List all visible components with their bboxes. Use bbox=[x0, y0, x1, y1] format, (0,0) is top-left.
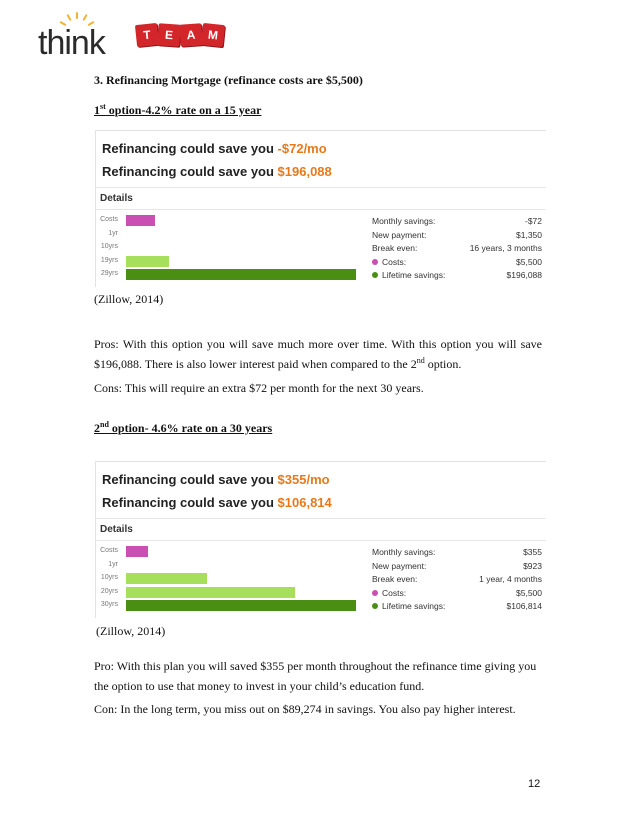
section-heading: 3. Refinancing Mortgage (refinance costs are $5,500) bbox=[94, 73, 363, 87]
savings-line-text: Refinancing could save you bbox=[102, 141, 278, 156]
bar-label: 29yrs bbox=[100, 270, 118, 277]
detail-value: $196,088 bbox=[506, 270, 542, 280]
detail-value: 16 years, 3 months bbox=[469, 243, 542, 253]
bar bbox=[126, 215, 155, 226]
citation: (Zillow, 2014) bbox=[94, 292, 164, 306]
savings-line-text: Refinancing could save you bbox=[102, 472, 278, 487]
legend-dot-icon bbox=[372, 603, 378, 609]
detail-row-label bbox=[372, 574, 417, 584]
panel-divider bbox=[96, 209, 546, 210]
detail-label: Break even: bbox=[372, 574, 418, 584]
think-team-logo bbox=[38, 14, 228, 62]
legend-dot-icon bbox=[372, 259, 378, 265]
detail-label: Costs: bbox=[382, 587, 407, 598]
citation: (Zillow, 2014) bbox=[96, 624, 166, 638]
detail-value: $106,814 bbox=[506, 601, 542, 611]
detail-label: New payment: bbox=[372, 229, 427, 240]
bar-label: 10yrs bbox=[100, 243, 118, 250]
detail-row-label bbox=[372, 561, 426, 571]
pros-text: Pros: With this option you will save much more over time. With this option you will save $196,088. There is also lower interest paid when compared to the 2 bbox=[94, 337, 542, 371]
logo-team-letter: A bbox=[179, 23, 202, 46]
bulb-ray-icon bbox=[66, 14, 71, 21]
detail-row-label bbox=[372, 270, 445, 280]
monthly-savings-line bbox=[102, 141, 327, 156]
option2-heading bbox=[94, 421, 272, 436]
panel-divider bbox=[96, 187, 546, 188]
panel-divider bbox=[96, 540, 546, 541]
logo-team-letter: E bbox=[157, 23, 180, 46]
bar-label: 10yrs bbox=[100, 574, 118, 581]
detail-value: $5,500 bbox=[516, 587, 542, 598]
option2-con: Con: In the long term, you miss out on $89,274 in savings. You also pay higher interest. bbox=[94, 702, 516, 716]
legend-dot-icon bbox=[372, 590, 378, 596]
lifetime-savings-line bbox=[102, 495, 332, 510]
bar bbox=[126, 573, 207, 584]
detail-row-label bbox=[372, 243, 417, 253]
zillow-panel-option1 bbox=[95, 130, 546, 287]
bar-label: 30yrs bbox=[100, 601, 118, 608]
option2-pro: Pro: With this plan you will saved $355 per month throughout the refinance time giving you the option to use that money to invest in your child’s education fund. bbox=[94, 659, 537, 693]
zillow-panel-option2 bbox=[95, 461, 546, 618]
detail-label: Break even: bbox=[372, 243, 418, 253]
detail-row-label bbox=[372, 230, 426, 240]
detail-label: Costs: bbox=[382, 256, 407, 267]
option1-pros bbox=[94, 334, 542, 374]
logo-team-letter: M bbox=[201, 23, 225, 47]
monthly-savings-amount: $355/mo bbox=[277, 472, 330, 487]
detail-label: New payment: bbox=[372, 560, 427, 571]
detail-value: $1,350 bbox=[516, 229, 542, 240]
detail-row-label bbox=[372, 257, 406, 267]
lifetime-savings-line bbox=[102, 164, 332, 179]
option2-heading-rest: option- 4.6% rate on a 30 years bbox=[108, 421, 273, 435]
bar bbox=[126, 546, 148, 557]
option1-cons: Cons: This will require an extra $72 per month for the next 30 years. bbox=[94, 381, 424, 395]
logo-team-letter: T bbox=[135, 23, 159, 47]
detail-value: $355 bbox=[523, 547, 542, 557]
savings-line-text: Refinancing could save you bbox=[102, 495, 278, 510]
logo-think-word: think bbox=[38, 24, 105, 62]
option1-heading-rest: option-4.2% rate on a 15 year bbox=[105, 103, 262, 117]
detail-value: -$72 bbox=[524, 216, 542, 226]
bar bbox=[126, 587, 295, 598]
bar-label: 20yrs bbox=[100, 587, 118, 595]
bar-label: 1yr bbox=[108, 560, 118, 568]
pros-end: option. bbox=[424, 357, 462, 371]
bar-label: 1yr bbox=[108, 229, 118, 237]
lifetime-savings-amount: $196,088 bbox=[277, 164, 332, 179]
bar bbox=[126, 256, 169, 267]
option1-heading-sup: st bbox=[100, 102, 106, 111]
detail-row-label bbox=[372, 216, 435, 226]
bar-label: Costs bbox=[100, 547, 118, 554]
details-label: Details bbox=[100, 524, 133, 535]
bar bbox=[126, 269, 356, 280]
details-label: Details bbox=[100, 193, 133, 204]
option1-heading-prefix: 1 bbox=[94, 103, 100, 117]
bulb-ray-icon bbox=[82, 14, 87, 21]
detail-value: 1 year, 4 months bbox=[479, 574, 542, 584]
detail-row-label bbox=[372, 588, 406, 598]
detail-row-label bbox=[372, 601, 445, 611]
bar-label: 19yrs bbox=[100, 256, 118, 264]
option2-heading-sup: nd bbox=[100, 420, 109, 429]
detail-row-label bbox=[372, 547, 435, 557]
detail-label: Monthly savings: bbox=[372, 547, 436, 557]
monthly-savings-line bbox=[102, 472, 330, 487]
detail-value: $923 bbox=[523, 560, 542, 571]
lifetime-savings-amount: $106,814 bbox=[277, 495, 332, 510]
page-number: 12 bbox=[528, 778, 541, 790]
bar-label: Costs bbox=[100, 216, 118, 223]
bulb-ray-icon bbox=[76, 12, 78, 19]
pros-sup: nd bbox=[416, 356, 425, 365]
option1-heading bbox=[94, 103, 261, 118]
detail-value: $5,500 bbox=[516, 256, 542, 267]
option2-heading-prefix: 2 bbox=[94, 421, 100, 435]
detail-label: Lifetime savings: bbox=[382, 601, 446, 611]
monthly-savings-amount: -$72/mo bbox=[277, 141, 327, 156]
bar bbox=[126, 600, 356, 611]
detail-label: Lifetime savings: bbox=[382, 270, 446, 280]
panel-divider bbox=[96, 518, 546, 519]
legend-dot-icon bbox=[372, 272, 378, 278]
savings-line-text: Refinancing could save you bbox=[102, 164, 278, 179]
detail-label: Monthly savings: bbox=[372, 216, 436, 226]
